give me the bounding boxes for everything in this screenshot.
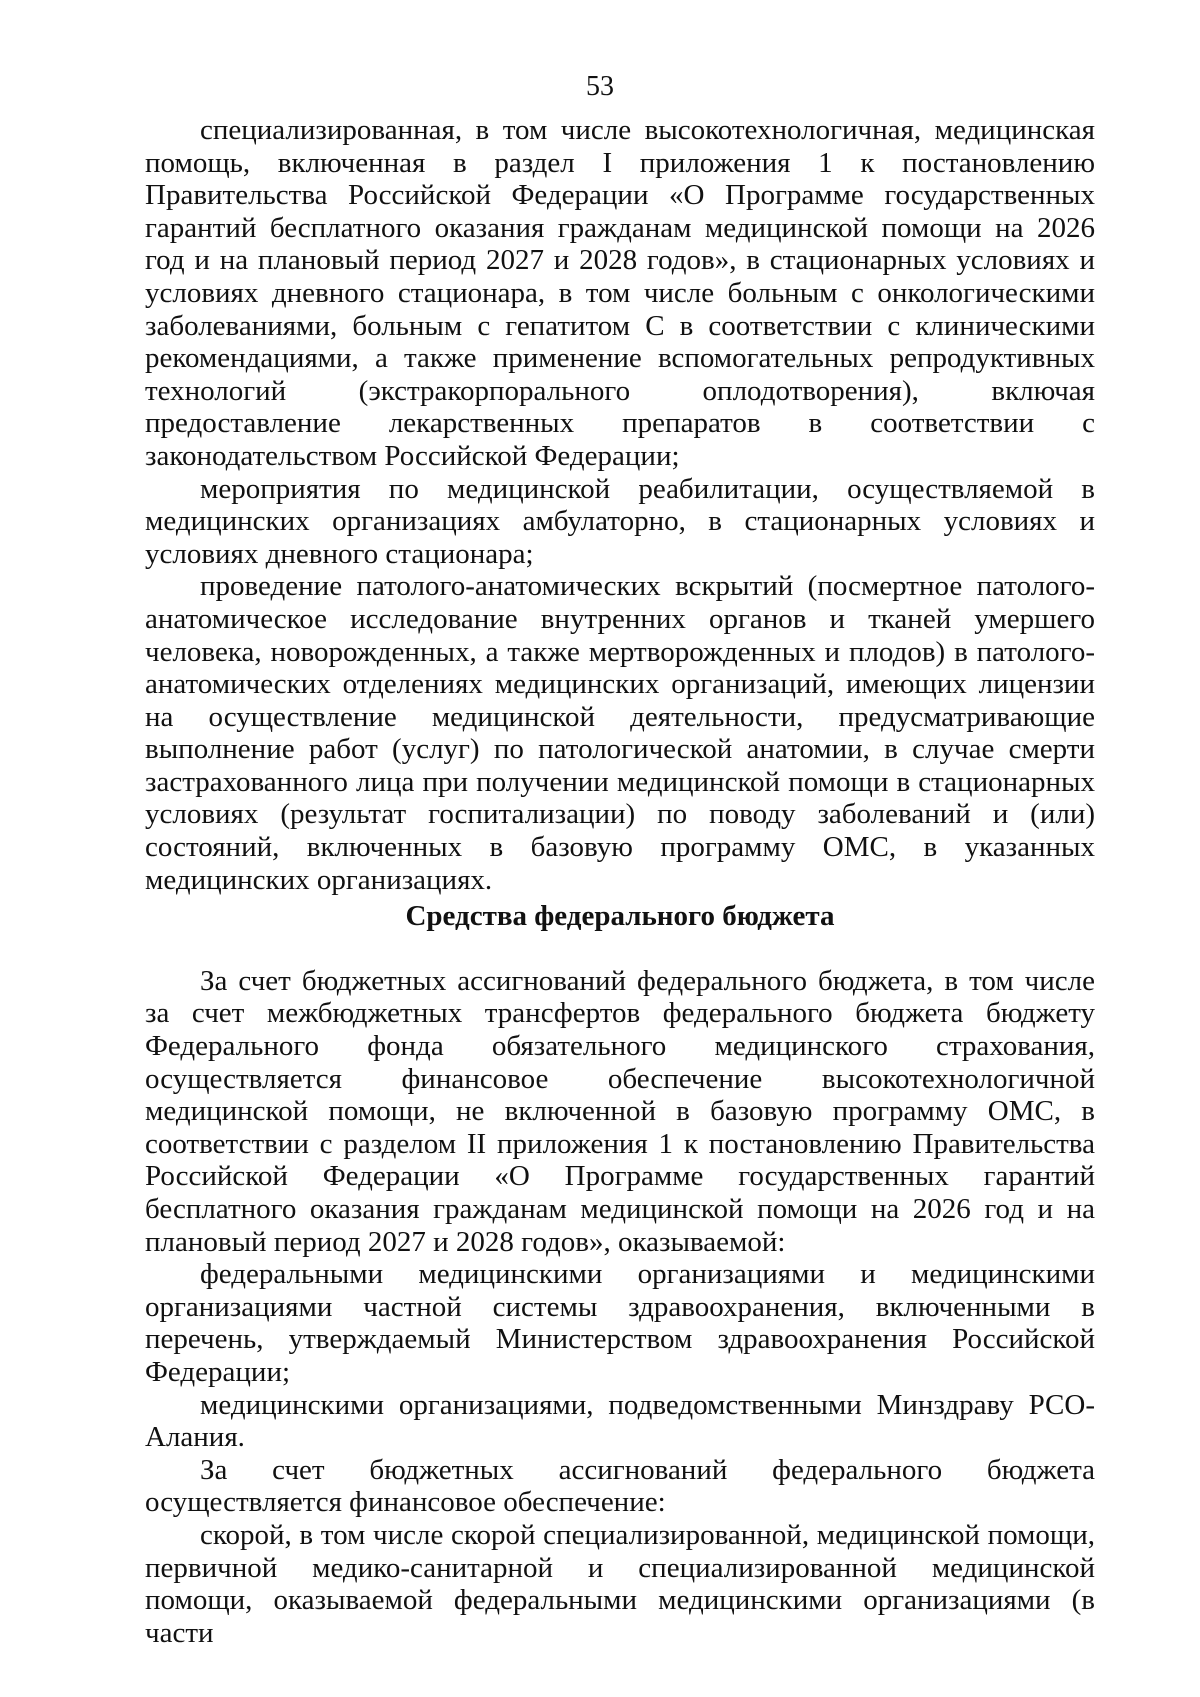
section-heading: Средства федерального бюджета [405,900,835,933]
paragraph-federal-budget-intro: За счет бюджетных ассигнований федерального бюджета, в том числе за счет межбюджетных трансфертов федерального бюджета бюджету Федерального фонда обязательного медицинского страхования, осуществляется финансовое обеспечение высокотехнологичной медицинской помощи, не включенной в базовую программу ОМС, в соответствии с разделом II приложения 1 к постановлению Правительства Российской Федерации «О Программе государственных гарантий бесплатного оказания гражданам медицинской помощи на 2026 год и на плановый период 2027 и 2028 годов», оказываемой: [145,964,1095,1258]
paragraph-emergency-care: скорой, в том числе скорой специализированной, медицинской помощи, первичной медико-санитарной и специализированной медицинской помощи, оказываемой федеральными медицинскими организациями (в части [145,1518,1095,1649]
document-body [145,114,1095,1649]
paragraph-subordinate-organizations: медицинскими организациями, подведомственными Минздраву РСО-Алания. [145,1388,1095,1454]
paragraph-autopsies: проведение патолого-анатомических вскрытий (посмертное патолого-анатомическое исследование внутренних органов и тканей умершего человека, новорожденных, а также мертворожденных и плодов) в патолого-анатомических отделениях медицинских организаций, имеющих лицензии на осуществление медицинской деятельности, предусматривающие выполнение работ (услуг) по патологической анатомии, в случае смерти застрахованного лица при получении медицинской помощи в стационарных условиях (результат госпитализации) по поводу заболеваний и (или) состояний, включенных в базовую программу ОМС, в указанных медицинских организациях. [145,570,1095,896]
paragraph-federal-financing: За счет бюджетных ассигнований федерального бюджета осуществляется финансовое обеспечение: [145,1453,1095,1519]
paragraph-rehabilitation: мероприятия по медицинской реабилитации, осуществляемой в медицинских организациях амбулаторно, в стационарных условиях и условиях дневного стационара; [145,472,1095,570]
paragraph-specialized-care: специализированная, в том числе высокотехнологичная, медицинская помощь, включенная в раздел I приложения 1 к постановлению Правительства Российской Федерации «О Программе государственных гарантий бесплатного оказания гражданам медицинской помощи на 2026 год и на плановый период 2027 и 2028 годов», в стационарных условиях и условиях дневного стационара, в том числе больным с онкологическими заболеваниями, больным с гепатитом С в соответствии с клиническими рекомендациями, а также применение вспомогательных репродуктивных технологий (экстракорпорального оплодотворения), включая предоставление лекарственных препаратов в соответствии с законодательством Российской Федерации; [145,114,1095,472]
page-number: 53 [586,71,614,102]
paragraph-federal-organizations: федеральными медицинскими организациями и медицинскими организациями частной системы здравоохранения, включенными в перечень, утверждаемый Министерством здравоохранения Российской Федерации; [145,1258,1095,1388]
